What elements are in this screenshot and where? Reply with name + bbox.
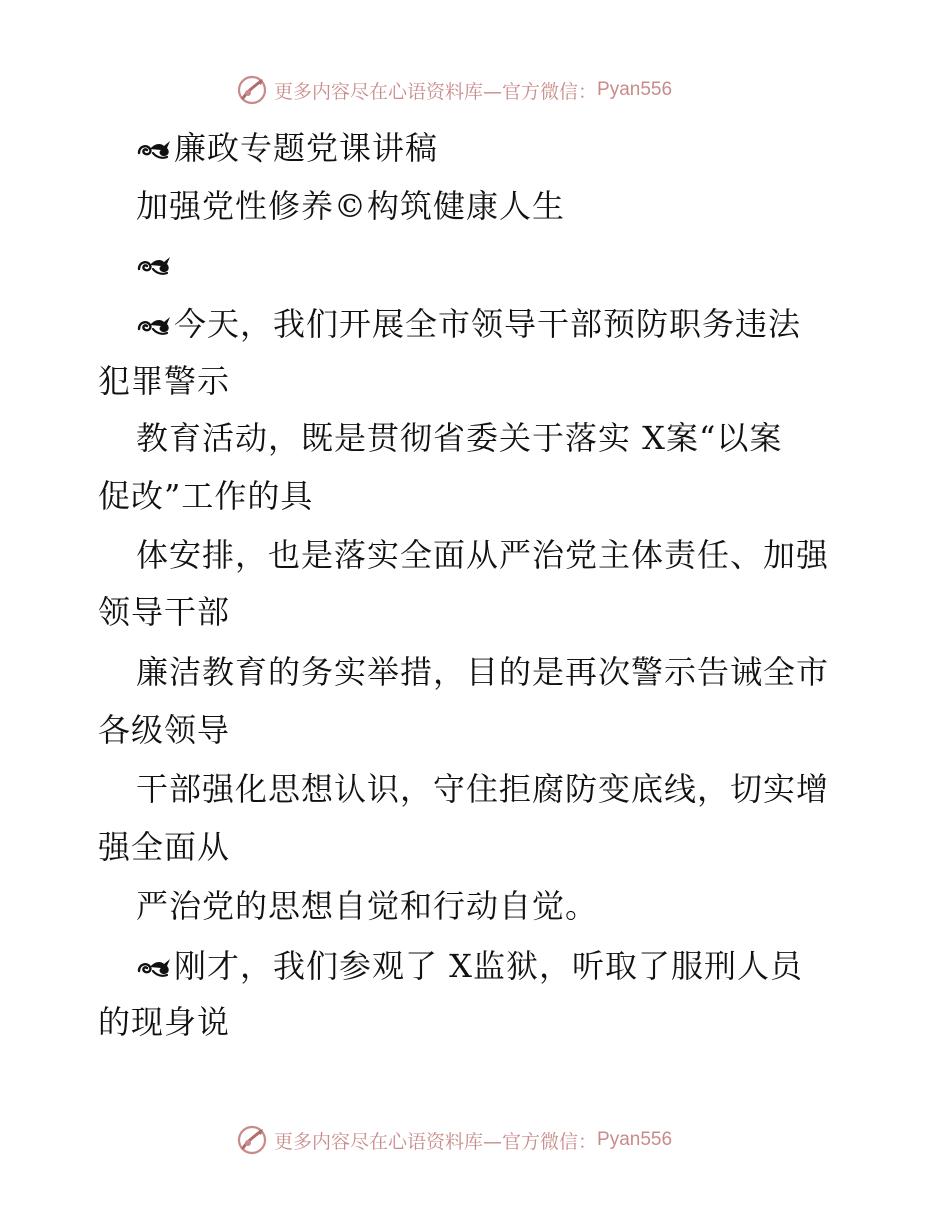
paragraph-text: 犯罪警示 [98,362,231,400]
paragraph-text: 刚才，我们参观了 X监狱，听取了服刑人员 [174,947,803,985]
paragraph-line [136,535,829,575]
paragraph-text: 领导干部 [98,593,231,631]
fleuron-icon [136,956,172,978]
fleuron-icon [136,254,172,276]
paragraph-line [136,946,803,986]
paragraph-line [98,361,230,401]
paragraph-text: 各级领导 [98,711,231,749]
paragraph-text: 严治党的思想自觉和行动自觉。 [136,887,599,925]
ornament-line [136,244,174,284]
paragraph-line [98,476,313,516]
watermark-wechat-id: Pyan556 [597,1129,673,1150]
brush-seal-icon [236,74,268,106]
paragraph-line [98,1002,230,1042]
paragraph-text: 的现身说 [98,1003,231,1041]
paragraph-line [136,886,598,926]
footer-watermark [236,1122,672,1158]
subtitle-line [136,186,565,226]
watermark-text: 更多内容尽在心语资料库—官方微信： [274,1130,598,1153]
paragraph-line [136,769,829,809]
paragraph-line [136,652,829,692]
paragraph-text: 强全面从 [98,828,231,866]
fleuron-icon [136,314,172,336]
paragraph-text: 干部强化思想认识，守住拒腐防变底线，切实增 [136,770,830,808]
header-watermark [236,72,672,108]
document-subtitle: 加强党性修养©构筑健康人生 [136,187,566,225]
paragraph-line [98,710,230,750]
paragraph-text: 体安排，也是落实全面从严治党主体责任、加强 [136,536,830,574]
paragraph-text: 教育活动，既是贯彻省委关于落实 X案“以案 [136,419,783,457]
paragraph-line [98,592,230,632]
paragraph-text: 今天，我们开展全市领导干部预防职务违法 [174,305,802,343]
fleuron-icon [136,138,172,160]
brush-seal-icon [236,1124,268,1156]
paragraph-text: 廉洁教育的务实举措，目的是再次警示告诫全市 [136,653,830,691]
paragraph-text: 促改”工作的具 [98,477,314,515]
watermark-text: 更多内容尽在心语资料库—官方微信： [274,80,598,103]
paragraph-line [136,304,801,344]
document-title: 廉政专题党课讲稿 [174,129,439,167]
paragraph-line [136,418,782,458]
title-line [136,128,438,168]
watermark-wechat-id: Pyan556 [597,79,673,100]
paragraph-line [98,827,230,867]
